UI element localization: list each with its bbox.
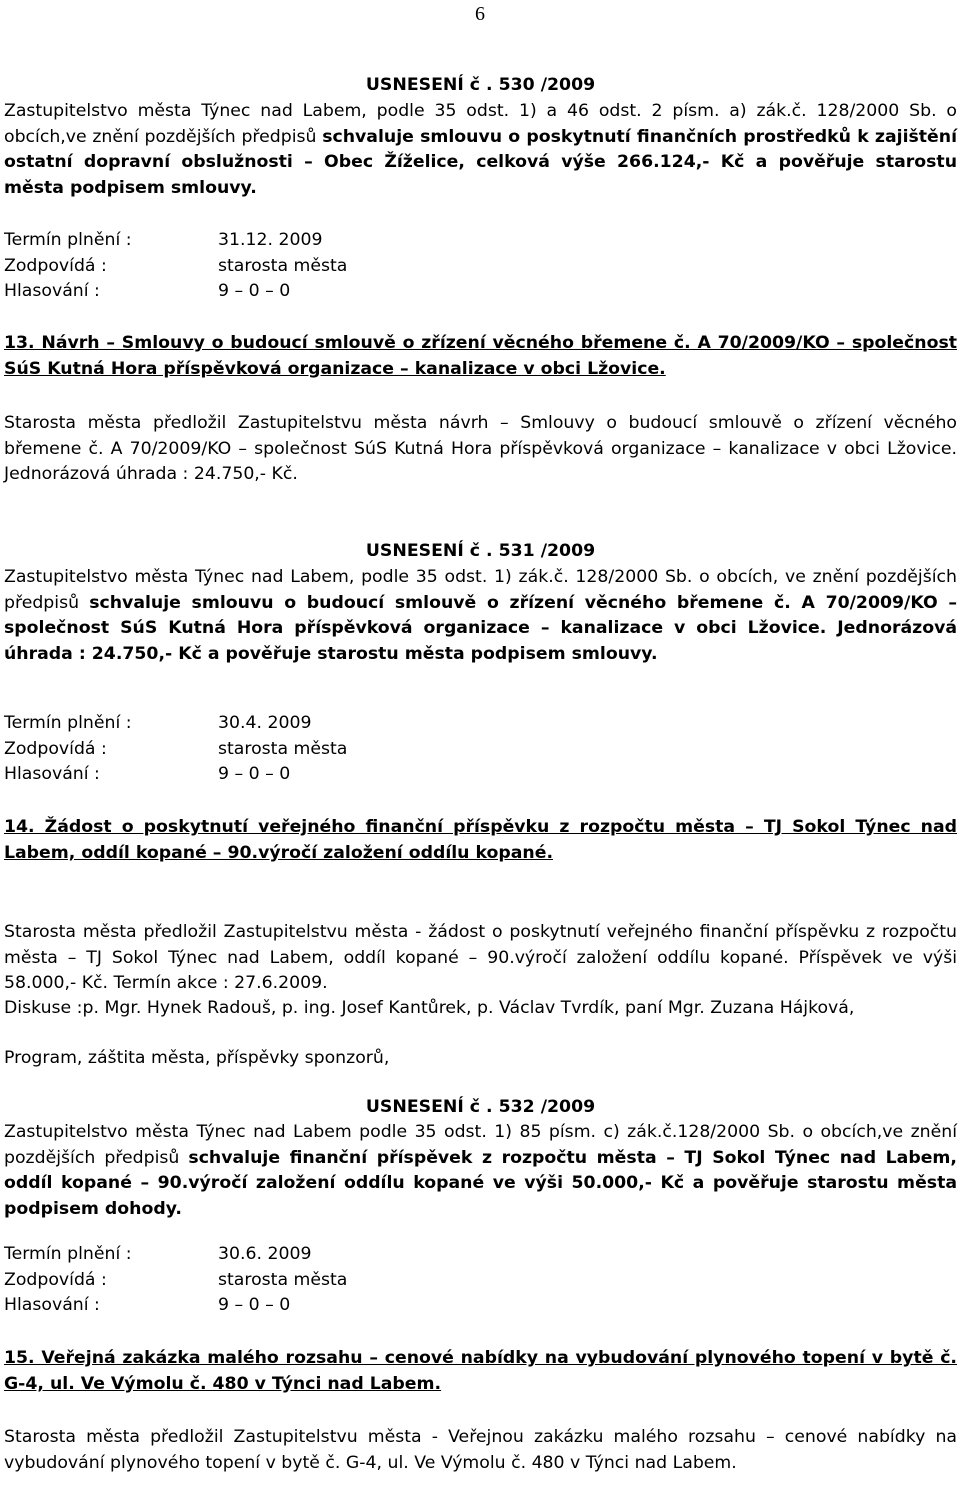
resolution-531-meta (4, 711, 957, 788)
item-14-heading: 14. Žádost o poskytnutí veřejného finanční příspěvku z rozpočtu města – TJ Sokol Týnec nad Labem, oddíl kopané – 90.výročí založení oddílu kopané. (4, 817, 957, 863)
deadline-value: 30.4. 2009 (218, 713, 312, 733)
vote-row (4, 279, 957, 305)
item-14-program: Program, záštita města, příspěvky sponzorů, (4, 1048, 390, 1068)
resolution-530-meta (4, 228, 957, 305)
deadline-value: 31.12. 2009 (218, 230, 323, 250)
resolution-531-decision: schvaluje smlouvu o budoucí smlouvě o zřízení věcného břemene č. A 70/2009/KO – společnost SúS Kutná Hora příspěvková organizace – kanalizace v obci Lžovice. Jednorázová úhrada : 24.750,- Kč a pověřuje starostu města podpisem smlouvy. (4, 592, 957, 664)
vote-row (4, 762, 957, 788)
deadline-row (4, 711, 957, 737)
deadline-label: Termín plnění : (4, 230, 132, 250)
vote-label: Hlasování : (4, 281, 100, 302)
responsible-row (4, 1268, 957, 1294)
vote-value: 9 – 0 – 0 (218, 764, 291, 785)
responsible-label: Zodpovídá : (4, 738, 107, 759)
responsible-value: starosta města (218, 255, 348, 276)
deadline-label: Termín plnění : (4, 1244, 132, 1264)
resolution-532-title: USNESENÍ č . 532 /2009 (365, 1097, 596, 1117)
item-14-discussion: Diskuse :p. Mgr. Hynek Radouš, p. ing. Josef Kantůrek, p. Václav Tvrdík, paní Mgr. Zuzana Hájková, (4, 998, 855, 1018)
deadline-label: Termín plnění : (4, 713, 132, 733)
responsible-row (4, 254, 957, 280)
deadline-row (4, 228, 957, 254)
resolution-530-decision: schvaluje smlouvu o poskytnutí finančních prostředků k zajištění ostatní dopravní obslužnosti – Obec Žíželice, celková výše 266.124,- Kč a pověřuje starostu města podpisem smlouvy. (4, 126, 957, 198)
vote-row (4, 1293, 957, 1319)
item-13-heading: 13. Návrh – Smlouvy o budoucí smlouvě o zřízení věcného břemene č. A 70/2009/KO – společnost SúS Kutná Hora příspěvková organizace – kanalizace v obci Lžovice. (4, 333, 957, 379)
resolution-531-lead: Zastupitelstvo města Týnec nad Labem, podle 35 odst. 1) zák.č. 128/2000 Sb. o obcích, ve znění pozdějších předpisů (4, 567, 957, 613)
deadline-value: 30.6. 2009 (218, 1244, 312, 1264)
responsible-row (4, 737, 957, 763)
responsible-label: Zodpovídá : (4, 1269, 107, 1290)
responsible-label: Zodpovídá : (4, 255, 107, 276)
item-13-body: Starosta města předložil Zastupitelstvu města návrh – Smlouvy o budoucí smlouvě o zřízení věcného břemene č. A 70/2009/KO – společnost SúS Kutná Hora příspěvková organizace – kanalizace v obci Lžovice. Jednorázová úhrada : 24.750,- Kč. (4, 413, 957, 485)
responsible-value: starosta města (218, 738, 348, 759)
resolution-530-text (4, 99, 957, 201)
resolution-532-text (4, 1120, 957, 1222)
item-14-body: Starosta města předložil Zastupitelstvu města - žádost o poskytnutí veřejného finanční příspěvku z rozpočtu města – TJ Sokol Týnec nad Labem, oddíl kopané – 90.výročí založení oddílu kopané. Příspěvek ve výši 58.000,- Kč. Termín akce : 27.6.2009. (4, 922, 957, 994)
resolution-532-decision: schvaluje finanční příspěvek z rozpočtu města – TJ Sokol Týnec nad Labem, oddíl kopané – 90.výročí založení oddílu kopané ve výši 50.000,- Kč a pověřuje starostu města podpisem dohody. (4, 1147, 957, 1219)
vote-label: Hlasování : (4, 764, 100, 785)
resolution-530-lead: Zastupitelstvo města Týnec nad Labem, podle 35 odst. 1) a 46 odst. 2 písm. a) zák.č. 128/2000 Sb. o obcích,ve znění pozdějších předpisů (4, 101, 957, 147)
responsible-value: starosta města (218, 1269, 348, 1290)
item-15-heading: 15. Veřejná zakázka malého rozsahu – cenové nabídky na vybudování plynového topení v bytě č. G-4, ul. Ve Výmolu č. 480 v Týnci nad Labem. (4, 1348, 957, 1394)
deadline-row (4, 1242, 957, 1268)
page-number: 6 (475, 3, 485, 25)
vote-value: 9 – 0 – 0 (218, 281, 291, 302)
vote-value: 9 – 0 – 0 (218, 1295, 291, 1316)
resolution-532-lead: Zastupitelstvo města Týnec nad Labem podle 35 odst. 1) 85 písm. c) zák.č.128/2000 Sb. o obcích,ve znění pozdějších předpisů (4, 1122, 957, 1168)
resolution-531-title: USNESENÍ č . 531 /2009 (365, 541, 596, 561)
vote-label: Hlasování : (4, 1295, 100, 1316)
resolution-531-text (4, 565, 957, 667)
resolution-532-meta (4, 1242, 957, 1319)
resolution-530-title: USNESENÍ č . 530 /2009 (365, 75, 596, 95)
item-15-body: Starosta města předložil Zastupitelstvu města - Veřejnou zakázku malého rozsahu – cenové nabídky na vybudování plynového topení v bytě č. G-4, ul. Ve Výmolu č. 480 v Týnci nad Labem. (4, 1427, 957, 1473)
